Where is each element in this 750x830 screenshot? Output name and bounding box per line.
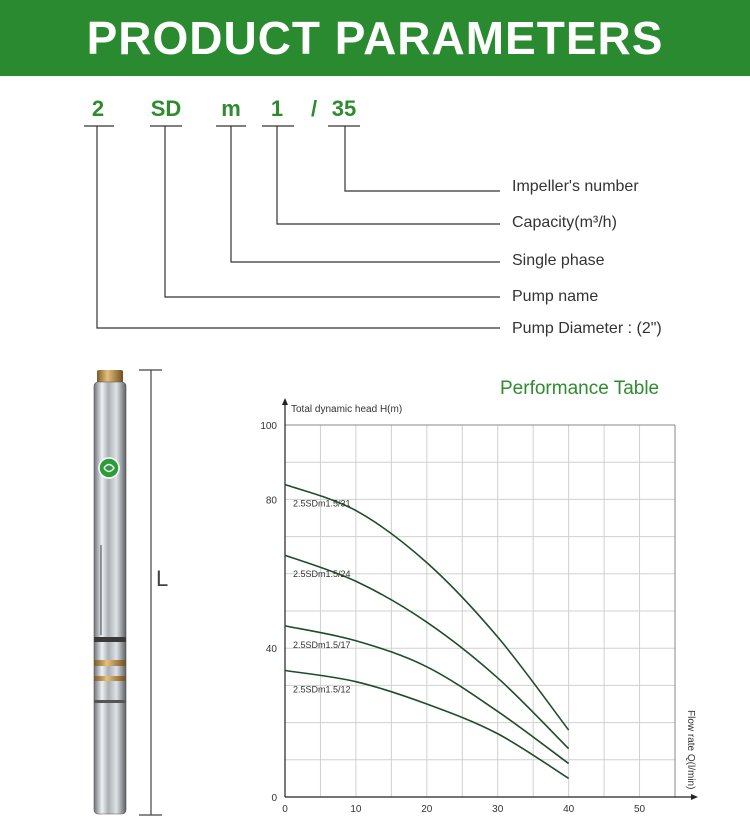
x-tick-label: 20 <box>421 804 433 815</box>
x-tick-label: 30 <box>492 804 504 815</box>
series-label: 2.5SDm1.5/17 <box>293 639 351 650</box>
code-pump-name: SD <box>150 96 182 121</box>
series-label: 2.5SDm1.5/12 <box>293 684 351 695</box>
y-tick-label: 100 <box>260 421 277 432</box>
y-tick-label: 0 <box>271 793 277 804</box>
leader-phase <box>231 126 500 262</box>
y-axis-arrow <box>282 398 288 405</box>
pump-band <box>94 637 126 642</box>
x-tick-label: 50 <box>633 804 646 815</box>
leader-diameter <box>97 126 500 328</box>
brand-logo-icon <box>99 458 119 478</box>
pump-band <box>94 700 126 703</box>
x-tick-label: 0 <box>282 804 288 815</box>
pump-illustration <box>94 370 126 814</box>
x-tick-label: 40 <box>563 804 575 815</box>
length-dimension <box>139 370 162 815</box>
code-impeller: 35 <box>331 96 357 121</box>
y-axis-label: Total dynamic head H(m) <box>291 404 403 415</box>
y-tick-label: 80 <box>265 495 277 507</box>
series-label: 2.5SDm1.5/24 <box>293 569 351 580</box>
pump-body <box>94 382 126 814</box>
series-label: 2.5SDm1.5/31 <box>293 498 351 509</box>
x-axis-label: Flow rate Q(l/min) <box>685 710 696 790</box>
desc-capacity: Capacity(m³/h) <box>512 214 617 231</box>
desc-diameter: Pump Diameter : (2") <box>512 320 662 337</box>
pump-band <box>94 676 126 681</box>
pump-band <box>94 660 126 666</box>
performance-chart <box>260 398 698 815</box>
desc-pump-name: Pump name <box>512 288 599 305</box>
x-tick-label: 10 <box>350 804 362 815</box>
desc-impeller: Impeller's number <box>512 178 639 195</box>
code-separator: / <box>310 96 318 121</box>
code-diameter: 2 <box>91 96 105 121</box>
code-capacity: 1 <box>270 96 284 121</box>
length-label: L <box>156 566 169 591</box>
leader-pump-name <box>165 126 500 297</box>
y-tick-label: 40 <box>265 644 277 656</box>
chart-title: Performance Table <box>500 378 660 399</box>
code-phase: m <box>221 96 241 121</box>
desc-phase: Single phase <box>512 252 605 269</box>
leader-capacity <box>277 126 500 224</box>
page-title: PRODUCT PARAMETERS <box>86 12 664 64</box>
x-axis-arrow <box>691 794 698 800</box>
leader-impeller <box>345 126 500 191</box>
